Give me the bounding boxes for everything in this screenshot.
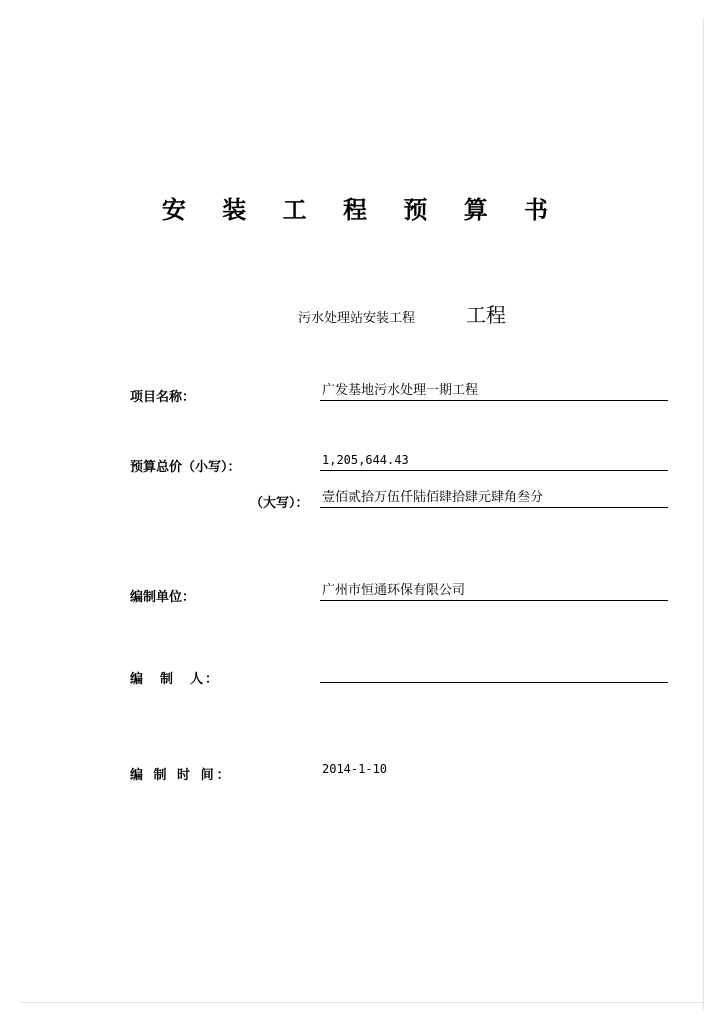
page-edge-right: [703, 18, 704, 1010]
unit-label: 编制单位：: [130, 590, 196, 605]
project-line-suffix: 工程: [466, 303, 506, 327]
date-label: 编 制 时 间：: [130, 768, 233, 783]
date-value: 2014-1-10: [322, 762, 388, 776]
total-upper-value: 壹佰贰拾万伍仟陆佰肆拾肆元肆角叁分: [320, 489, 668, 508]
document-title: 安 装 工 程 预 算 书: [161, 196, 563, 224]
preparer-label: 编 制 人：: [130, 672, 221, 687]
page-edge-bottom: [20, 1002, 704, 1003]
unit-value: 广州市恒通环保有限公司: [320, 582, 668, 601]
project-line-name: 污水处理站安装工程: [298, 311, 416, 326]
total-lower-label: 预算总价（小写）：: [130, 460, 241, 475]
project-name-value: 广发基地污水处理一期工程: [320, 382, 668, 401]
total-lower-value: 1,205,644.43: [320, 452, 668, 471]
preparer-value: [320, 664, 668, 683]
total-upper-label: （大写）：: [250, 496, 309, 511]
project-name-label: 项目名称：: [130, 390, 196, 405]
